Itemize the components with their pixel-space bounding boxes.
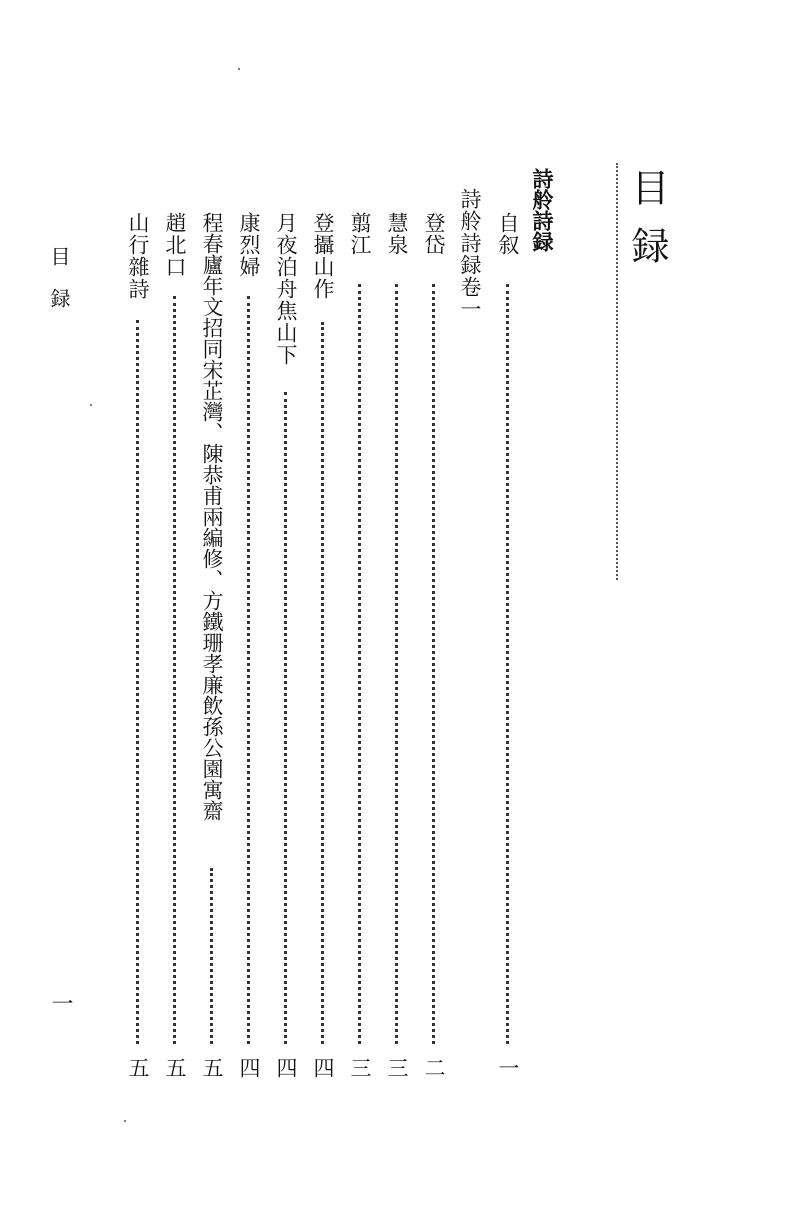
toc-entry-title: 慧泉 bbox=[385, 212, 409, 256]
volume-title: 詩舲詩録卷一 bbox=[458, 188, 482, 320]
toc-leader-dots bbox=[321, 322, 327, 1044]
toc-leader-dots bbox=[247, 296, 253, 1044]
toc-entry-page: 五 bbox=[163, 1057, 187, 1078]
toc-leader-dots bbox=[395, 284, 401, 1044]
toc-leader-dots bbox=[210, 868, 216, 1044]
toc-leader-dots bbox=[136, 320, 142, 1044]
toc-leader-dots bbox=[506, 284, 512, 1044]
running-head-label: 目録 bbox=[47, 246, 71, 330]
scan-speck bbox=[238, 68, 240, 70]
folio-page-number: 一 bbox=[48, 992, 73, 1014]
toc-entry-title: 自叙 bbox=[496, 212, 520, 256]
toc-entry-title: 月夜泊舟焦山下 bbox=[274, 212, 298, 366]
toc-leader-dots bbox=[284, 392, 290, 1044]
toc-entry-title: 登攝山作 bbox=[311, 212, 335, 300]
toc-entry-title: 翦江 bbox=[348, 212, 372, 256]
toc-entry-page: 四 bbox=[274, 1057, 298, 1078]
toc-entry-page: 五 bbox=[126, 1057, 150, 1078]
toc-entry-page: 二 bbox=[422, 1057, 446, 1078]
scan-speck bbox=[90, 404, 92, 406]
toc-entry-title: 程春廬年文招同宋芷灣、陳恭甫兩編修、方鐵珊孝廉飲孫公園寓齋 bbox=[200, 212, 224, 821]
scan-speck bbox=[124, 1120, 126, 1122]
toc-leader-dots bbox=[358, 284, 364, 1044]
toc-entry-page: 三 bbox=[348, 1057, 372, 1078]
toc-entry-title: 登岱 bbox=[422, 212, 446, 256]
toc-entry-page: 四 bbox=[237, 1057, 261, 1078]
toc-leader-dots bbox=[173, 296, 179, 1044]
toc-entry-page: 四 bbox=[311, 1057, 335, 1078]
toc-entry-title: 康烈婦 bbox=[237, 212, 261, 278]
toc-leader-dots bbox=[432, 284, 438, 1044]
toc-entry-title: 山行雜詩 bbox=[126, 212, 150, 300]
toc-entry-page: 五 bbox=[200, 1057, 224, 1078]
toc-entry-title: 趙北口 bbox=[163, 212, 187, 278]
title-separator bbox=[616, 163, 618, 580]
toc-entry-page: 三 bbox=[385, 1057, 409, 1078]
page-title: 目録 bbox=[625, 168, 669, 284]
collection-title: 詩舲詩録 bbox=[530, 168, 555, 252]
toc-entry-page: 一 bbox=[496, 1057, 520, 1078]
